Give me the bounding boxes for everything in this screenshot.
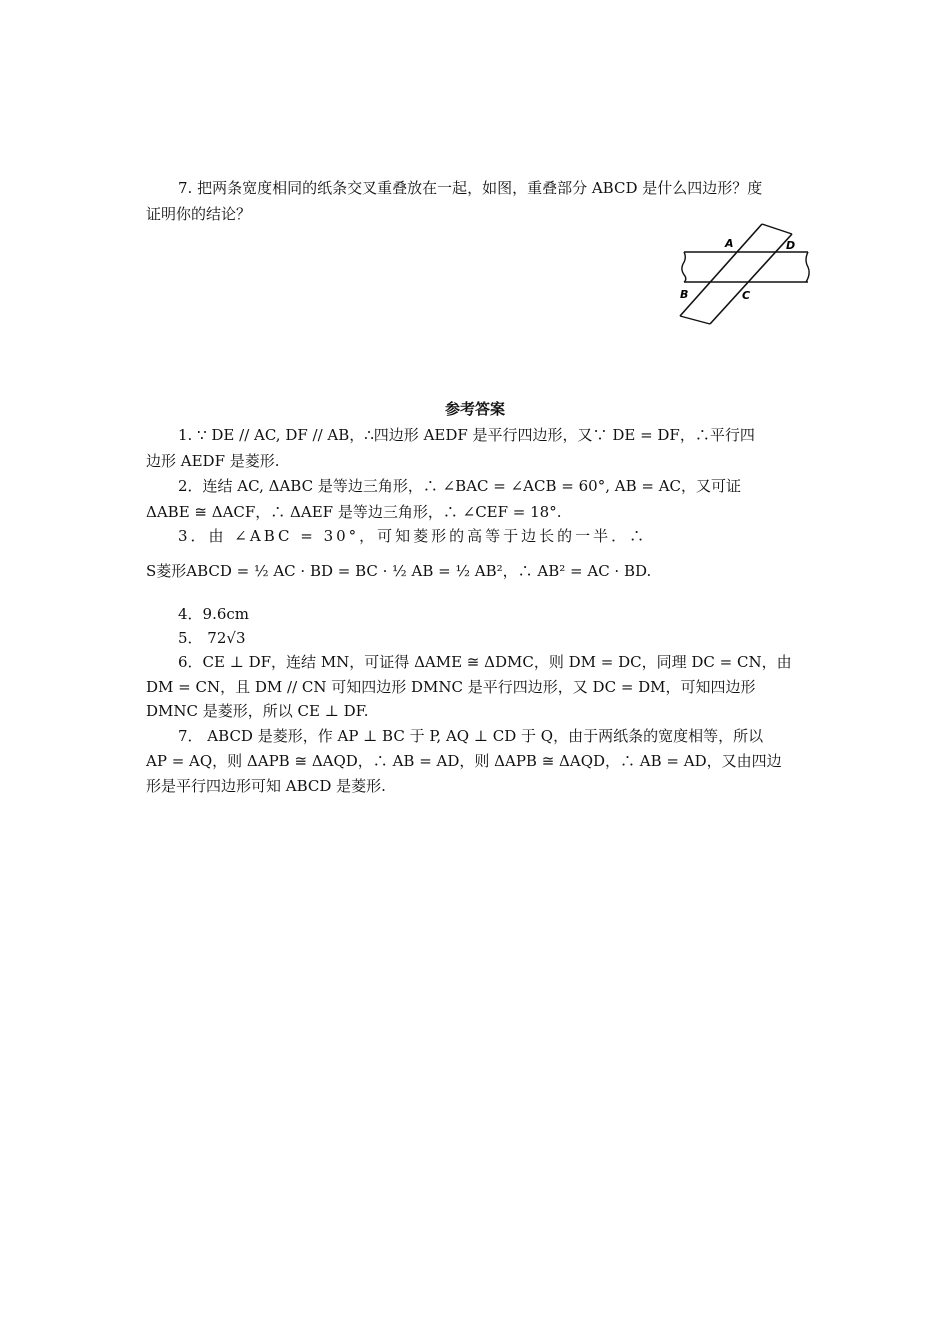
label-C: C xyxy=(742,289,751,302)
label-A: A xyxy=(725,237,734,250)
answer-6-line-2: DM = CN，且 DM // CN 可知四边形 DMNC 是平行四边形，又 DC = DM，可知四边形 xyxy=(146,678,756,696)
answer-7-line-2: AP = AQ，则 ΔAPB ≅ ΔAQD，∴ AB = AD，则 ΔAPB ≅ ΔAQD，∴ AB = AD，又由四边 xyxy=(146,752,782,770)
question-line-2: 证明你的结论？ xyxy=(146,205,252,223)
answer-2-line-1: 2．连结 AC, ΔABC 是等边三角形，∴ ∠BAC = ∠ACB = 60°, AB = AC，又可证 xyxy=(178,477,742,495)
answer-1-line-2: 边形 AEDF 是菱形. xyxy=(146,452,280,470)
label-B: B xyxy=(680,288,689,301)
answer-6-line-3: DMNC 是菱形，所以 CE ⊥ DF. xyxy=(146,702,369,720)
answer-3-line-2: S菱形ABCD = ½ AC · BD = BC · ½ AB = ½ AB²，∴ AB² = AC · BD. xyxy=(146,562,652,580)
answer-1-line-1: 1. ∵ DE // AC, DF // AB，∴四边形 AEDF 是平行四边形，又∵ DE = DF，∴平行四 xyxy=(178,426,755,444)
answer-3-line-1: 3．由 ∠ABC = 30°，可知菱形的高等于边长的一半．∴ xyxy=(178,527,648,545)
answer-4: 4．9.6cm xyxy=(178,605,250,623)
answer-5: 5． 72√3 xyxy=(178,629,246,647)
answers-title: 参考答案 xyxy=(444,400,505,418)
label-D: D xyxy=(786,239,796,252)
answer-7-line-3: 形是平行四边形可知 ABCD 是菱形. xyxy=(146,777,386,795)
answer-6-line-1: 6．CE ⊥ DF，连结 MN，可证得 ΔAME ≅ ΔDMC，则 DM = DC，同理 DC = CN，由 xyxy=(178,653,792,671)
paper-strips-figure xyxy=(672,220,812,325)
answer-2-line-2: ΔABE ≅ ΔACF，∴ ΔAEF 是等边三角形，∴ ∠CEF = 18°. xyxy=(146,503,562,521)
answer-7-line-1: 7． ABCD 是菱形，作 AP ⊥ BC 于 P, AQ ⊥ CD 于 Q，由于两纸条的宽度相等，所以 xyxy=(178,727,764,745)
question-text xyxy=(146,175,806,201)
question-line-1: 7. 把两条宽度相同的纸条交叉重叠放在一起，如图，重叠部分 ABCD 是什么四边形？度 xyxy=(178,179,763,197)
